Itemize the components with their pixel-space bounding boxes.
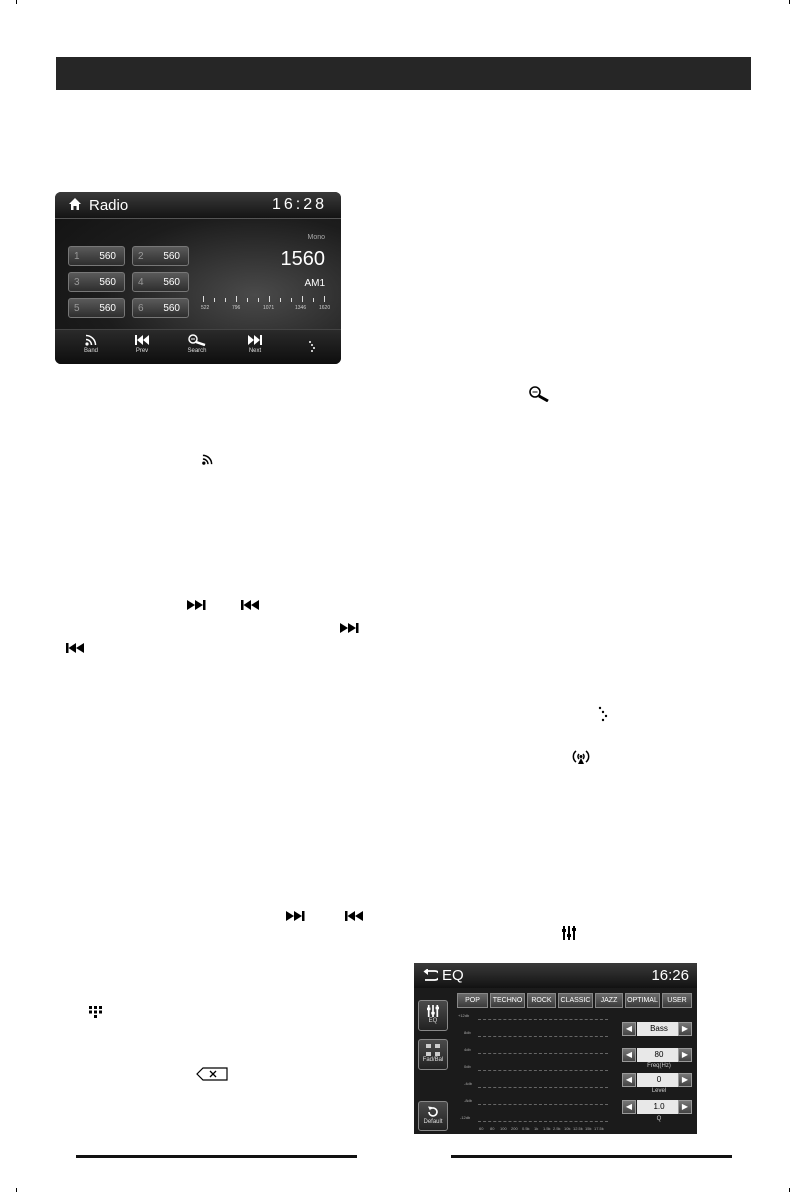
fader-balance-button[interactable]	[418, 1039, 448, 1070]
next-button[interactable]	[235, 334, 275, 354]
grid-line	[478, 1036, 608, 1037]
equalizer-icon	[426, 1005, 440, 1017]
scale-tick	[214, 298, 215, 302]
preset-button-3[interactable]	[68, 272, 125, 292]
scale-tick	[302, 296, 303, 302]
prev-button-label: Prev	[135, 348, 149, 354]
scale-label: 1071	[263, 305, 275, 311]
freq-label: 0.5k	[522, 1126, 530, 1131]
freq-label: 2.5k	[553, 1126, 561, 1131]
q-caption: Q	[656, 1116, 662, 1122]
scale-tick	[313, 298, 314, 302]
grid-line	[478, 1053, 608, 1054]
preset-button-5[interactable]	[68, 298, 125, 318]
scale-label: 796	[232, 305, 241, 311]
footer-rule	[76, 1155, 357, 1158]
preset-button-6[interactable]	[132, 298, 189, 318]
header-bar	[56, 57, 751, 90]
clock: 16:26	[651, 967, 689, 984]
radio-title: Radio	[89, 197, 129, 214]
level-prev-arrow[interactable]: ◀	[622, 1073, 636, 1087]
db-label: -8db	[464, 1098, 473, 1103]
scale-label: 1620	[319, 305, 331, 311]
freq-label: 60	[479, 1126, 484, 1131]
scale-tick	[280, 298, 281, 302]
crop-mark	[789, 0, 790, 4]
search-icon	[529, 386, 549, 402]
eq-screen	[414, 963, 697, 1134]
preset-button-4[interactable]	[132, 272, 189, 292]
band-label: AM1	[304, 278, 325, 289]
band-icon	[202, 454, 213, 465]
back-icon[interactable]	[422, 969, 438, 982]
more-icon	[598, 706, 608, 722]
footer-rule	[451, 1155, 732, 1158]
db-label: 8db	[464, 1030, 471, 1035]
preset-frequency: 560	[163, 277, 180, 288]
freq-value: 80	[637, 1048, 681, 1062]
radio-screen	[55, 192, 341, 364]
db-label: 0db	[464, 1064, 471, 1069]
grid-line	[478, 1087, 608, 1088]
band-button[interactable]	[71, 334, 111, 354]
scale-tick	[225, 298, 226, 302]
freq-label: 10k	[564, 1126, 571, 1131]
broadcast-icon	[571, 749, 591, 764]
default-button[interactable]	[418, 1101, 448, 1131]
fader-balance-icon	[426, 1044, 440, 1056]
db-label: 4db	[464, 1047, 471, 1052]
grid-line	[478, 1019, 608, 1020]
next-icon	[286, 911, 305, 921]
grid-line	[478, 1121, 608, 1122]
eq-mode-button[interactable]	[418, 1000, 448, 1031]
default-label: Default	[423, 1119, 443, 1125]
freq-label: 100	[500, 1126, 507, 1131]
crop-mark	[16, 1188, 17, 1192]
grid-line	[478, 1104, 608, 1105]
tab-rock[interactable]: ROCK	[527, 993, 556, 1008]
freq-next-arrow[interactable]: ▶	[678, 1048, 692, 1062]
previous-icon	[135, 334, 149, 346]
preset-button-1[interactable]	[68, 246, 125, 266]
keypad-icon	[89, 1006, 102, 1018]
preset-number: 2	[138, 251, 144, 262]
scale-tick	[258, 298, 259, 302]
scale-tick	[247, 298, 248, 302]
preset-number: 6	[138, 303, 144, 314]
prev-button[interactable]	[122, 334, 162, 354]
q-prev-arrow[interactable]: ◀	[622, 1100, 636, 1114]
previous-icon	[241, 600, 260, 610]
reset-icon	[427, 1106, 439, 1118]
preset-button-2[interactable]	[132, 246, 189, 266]
scale-label: 1346	[295, 305, 307, 311]
scale-tick	[291, 298, 292, 302]
preset-frequency: 560	[99, 277, 116, 288]
freq-prev-arrow[interactable]: ◀	[622, 1048, 636, 1062]
eq-graph[interactable]	[454, 1013, 614, 1133]
scale-tick	[236, 296, 237, 302]
equalizer-icon	[562, 926, 576, 940]
level-next-arrow[interactable]: ▶	[678, 1073, 692, 1087]
freq-label: 80	[490, 1126, 495, 1131]
more-icon[interactable]	[308, 340, 316, 354]
band-prev-arrow[interactable]: ◀	[622, 1022, 636, 1036]
previous-icon	[66, 643, 85, 653]
q-value: 1.0	[637, 1100, 681, 1114]
scale-tick	[269, 296, 270, 302]
q-next-arrow[interactable]: ▶	[678, 1100, 692, 1114]
home-icon[interactable]	[69, 198, 81, 210]
clock: 16:28	[271, 196, 327, 213]
preset-frequency: 560	[163, 303, 180, 314]
tab-jazz[interactable]: JAZZ	[595, 993, 623, 1008]
db-label: -12db	[460, 1115, 471, 1120]
scale-tick	[324, 296, 325, 302]
eq-title: EQ	[442, 967, 464, 984]
tab-user[interactable]: USER	[662, 993, 692, 1008]
fader-balance-label: Fad/Bal	[422, 1057, 444, 1063]
freq-caption: Freq(Hz)	[647, 1063, 671, 1069]
preset-number: 1	[74, 251, 80, 262]
freq-label: 200	[511, 1126, 518, 1131]
freq-label: 1.5k	[543, 1126, 551, 1131]
tuning-scale[interactable]	[201, 294, 331, 312]
freq-label: 15k	[585, 1126, 592, 1131]
level-value: 0	[637, 1073, 681, 1087]
next-button-label: Next	[248, 348, 262, 354]
scale-tick	[203, 296, 204, 302]
band-value: Bass	[637, 1022, 681, 1036]
db-label: +12db	[458, 1013, 470, 1018]
preset-frequency: 560	[163, 251, 180, 262]
scale-label: 522	[201, 305, 210, 311]
preset-number: 3	[74, 277, 80, 288]
band-next-arrow[interactable]: ▶	[678, 1022, 692, 1036]
search-icon	[188, 334, 206, 346]
tab-techno[interactable]: TECHNO	[490, 993, 525, 1008]
freq-label: 12.5k	[573, 1126, 583, 1131]
preset-frequency: 560	[99, 303, 116, 314]
freq-label: 1k	[534, 1126, 539, 1131]
tab-pop[interactable]: POP	[457, 993, 488, 1008]
level-caption: Level	[651, 1088, 667, 1094]
crop-mark	[789, 1188, 790, 1192]
band-icon	[85, 334, 97, 346]
search-button-label: Search	[187, 348, 207, 354]
search-button[interactable]	[177, 334, 217, 354]
next-icon	[340, 623, 359, 633]
next-icon	[187, 600, 206, 610]
stereo-mode-label: Mono	[307, 234, 325, 241]
band-button-label: Band	[83, 348, 98, 354]
eq-mode-label: EQ	[428, 1018, 438, 1024]
preset-number: 5	[74, 303, 80, 314]
preset-frequency: 560	[99, 251, 116, 262]
tab-optimal[interactable]: OPTIMAL	[625, 993, 660, 1008]
current-frequency: 1560	[280, 248, 325, 270]
next-icon	[248, 334, 262, 346]
freq-label: 17.5k	[594, 1126, 604, 1131]
db-label: -4db	[464, 1081, 473, 1086]
grid-line	[478, 1070, 608, 1071]
previous-icon	[345, 911, 364, 921]
preset-number: 4	[138, 277, 144, 288]
backspace-icon	[196, 1067, 228, 1081]
tab-classic[interactable]: CLASSIC	[558, 993, 593, 1008]
crop-mark	[16, 0, 17, 4]
